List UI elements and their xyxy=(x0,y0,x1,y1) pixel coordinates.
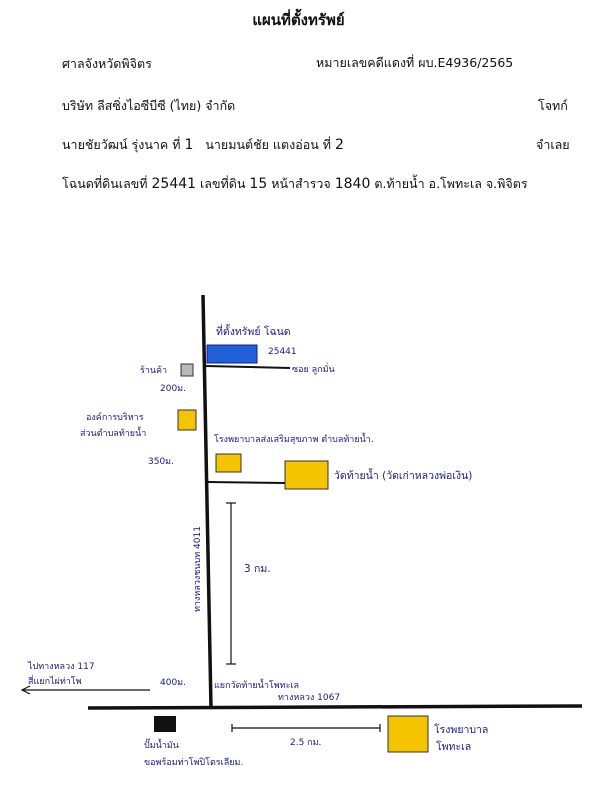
temple-marker xyxy=(285,461,328,489)
side-road-label: ซอย ลูกมั่น xyxy=(292,365,335,375)
defendant-2-label: ที่ xyxy=(322,137,331,152)
property-deed-label: 25441 xyxy=(268,347,297,357)
plaintiff-name: บริษัท ลีสซิ่งไอซีบีซี (ไทย) จำกัด xyxy=(62,98,236,113)
main-road-label: ทางหลวงชนบท 4011 xyxy=(193,526,203,612)
deed-prefix: โฉนดที่ดินเลขที่ xyxy=(62,176,148,191)
land-number-label: เลขที่ดิน xyxy=(200,176,246,191)
pho-thale-hospital-label-2: โพทะเล xyxy=(436,741,472,753)
defendant-1-number: 1 xyxy=(184,137,194,153)
pho-thale-hospital-marker xyxy=(388,716,428,752)
deed-location: ต.ท้ายน้ำ อ.โพทะเล จ.พิจิตร xyxy=(374,176,528,191)
bottom-road-line xyxy=(88,706,582,708)
distance-25km-label: 2.5 กม. xyxy=(290,738,322,748)
gas-station-label-2: ขอพร้อมท่าโพปิโตรเลียม. xyxy=(144,758,244,768)
health-hospital-label: โรงพยาบาลส่งเสริมสุขภาพ ตำบลท้ายน้ำ. xyxy=(214,435,374,445)
document-title: แผนที่ตั้งทรัพย์ xyxy=(252,11,345,29)
office-label-1: องค์การบริหาร xyxy=(86,413,144,423)
office-marker xyxy=(178,410,196,430)
defendant-2-number: 2 xyxy=(334,137,344,153)
pho-thale-hospital-label-1: โรงพยาบาล xyxy=(434,724,489,736)
distance-3km-label: 3 กม. xyxy=(244,563,271,575)
court-name: ศาลจังหวัดพิจิตร xyxy=(62,56,152,71)
survey-number: 1840 xyxy=(334,176,371,192)
side-road-line xyxy=(206,366,290,368)
defendant-1-label: ที่ xyxy=(172,137,181,152)
office-label-2: ส่วนตำบลท้ายน้ำ xyxy=(80,429,147,439)
property-marker xyxy=(207,345,257,363)
defendant-2-name: นายมนต์ชัย แตงอ่อน xyxy=(205,137,319,152)
left-road-label-1: ไปทางหลวง 117 xyxy=(28,662,95,672)
deed-number: 25441 xyxy=(151,176,197,192)
temple-road-line xyxy=(208,482,285,483)
survey-label: หน้าสำรวจ xyxy=(271,176,331,191)
defendant-1-name: นายชัยวัฒน์ รุ่งนาค xyxy=(62,137,169,152)
gas-station-marker xyxy=(154,716,176,732)
junction-label-2: ทางหลวง 1067 xyxy=(278,693,341,703)
case-number: หมายเลขคดีแดงที่ ผบ.E4936/2565 xyxy=(316,55,514,70)
land-number: 15 xyxy=(249,176,268,192)
temple-label: วัดท้ายน้ำ (วัดเก่าหลวงพ่อเงิน) xyxy=(334,470,473,482)
distance-200m: 200ม. xyxy=(160,384,186,394)
distance-400m: 400ม. xyxy=(160,678,186,688)
distance-350m: 350ม. xyxy=(148,457,174,467)
health-hospital-marker xyxy=(216,454,241,472)
gas-station-label-1: ปั๊มน้ำมัน xyxy=(144,741,179,751)
left-road-label-2: สี่แยกไผ่ท่าโพ xyxy=(28,677,82,687)
property-label: ที่ตั้งทรัพย์ โฉนด xyxy=(216,326,291,338)
shop-marker xyxy=(181,364,193,376)
defendant-role: จำเลย xyxy=(536,137,570,152)
plaintiff-role: โจทก์ xyxy=(538,98,568,113)
shop-label: ร้านค้า xyxy=(140,366,168,376)
junction-label-1: แยกวัดท้ายน้ำโพทะเล xyxy=(214,681,300,691)
